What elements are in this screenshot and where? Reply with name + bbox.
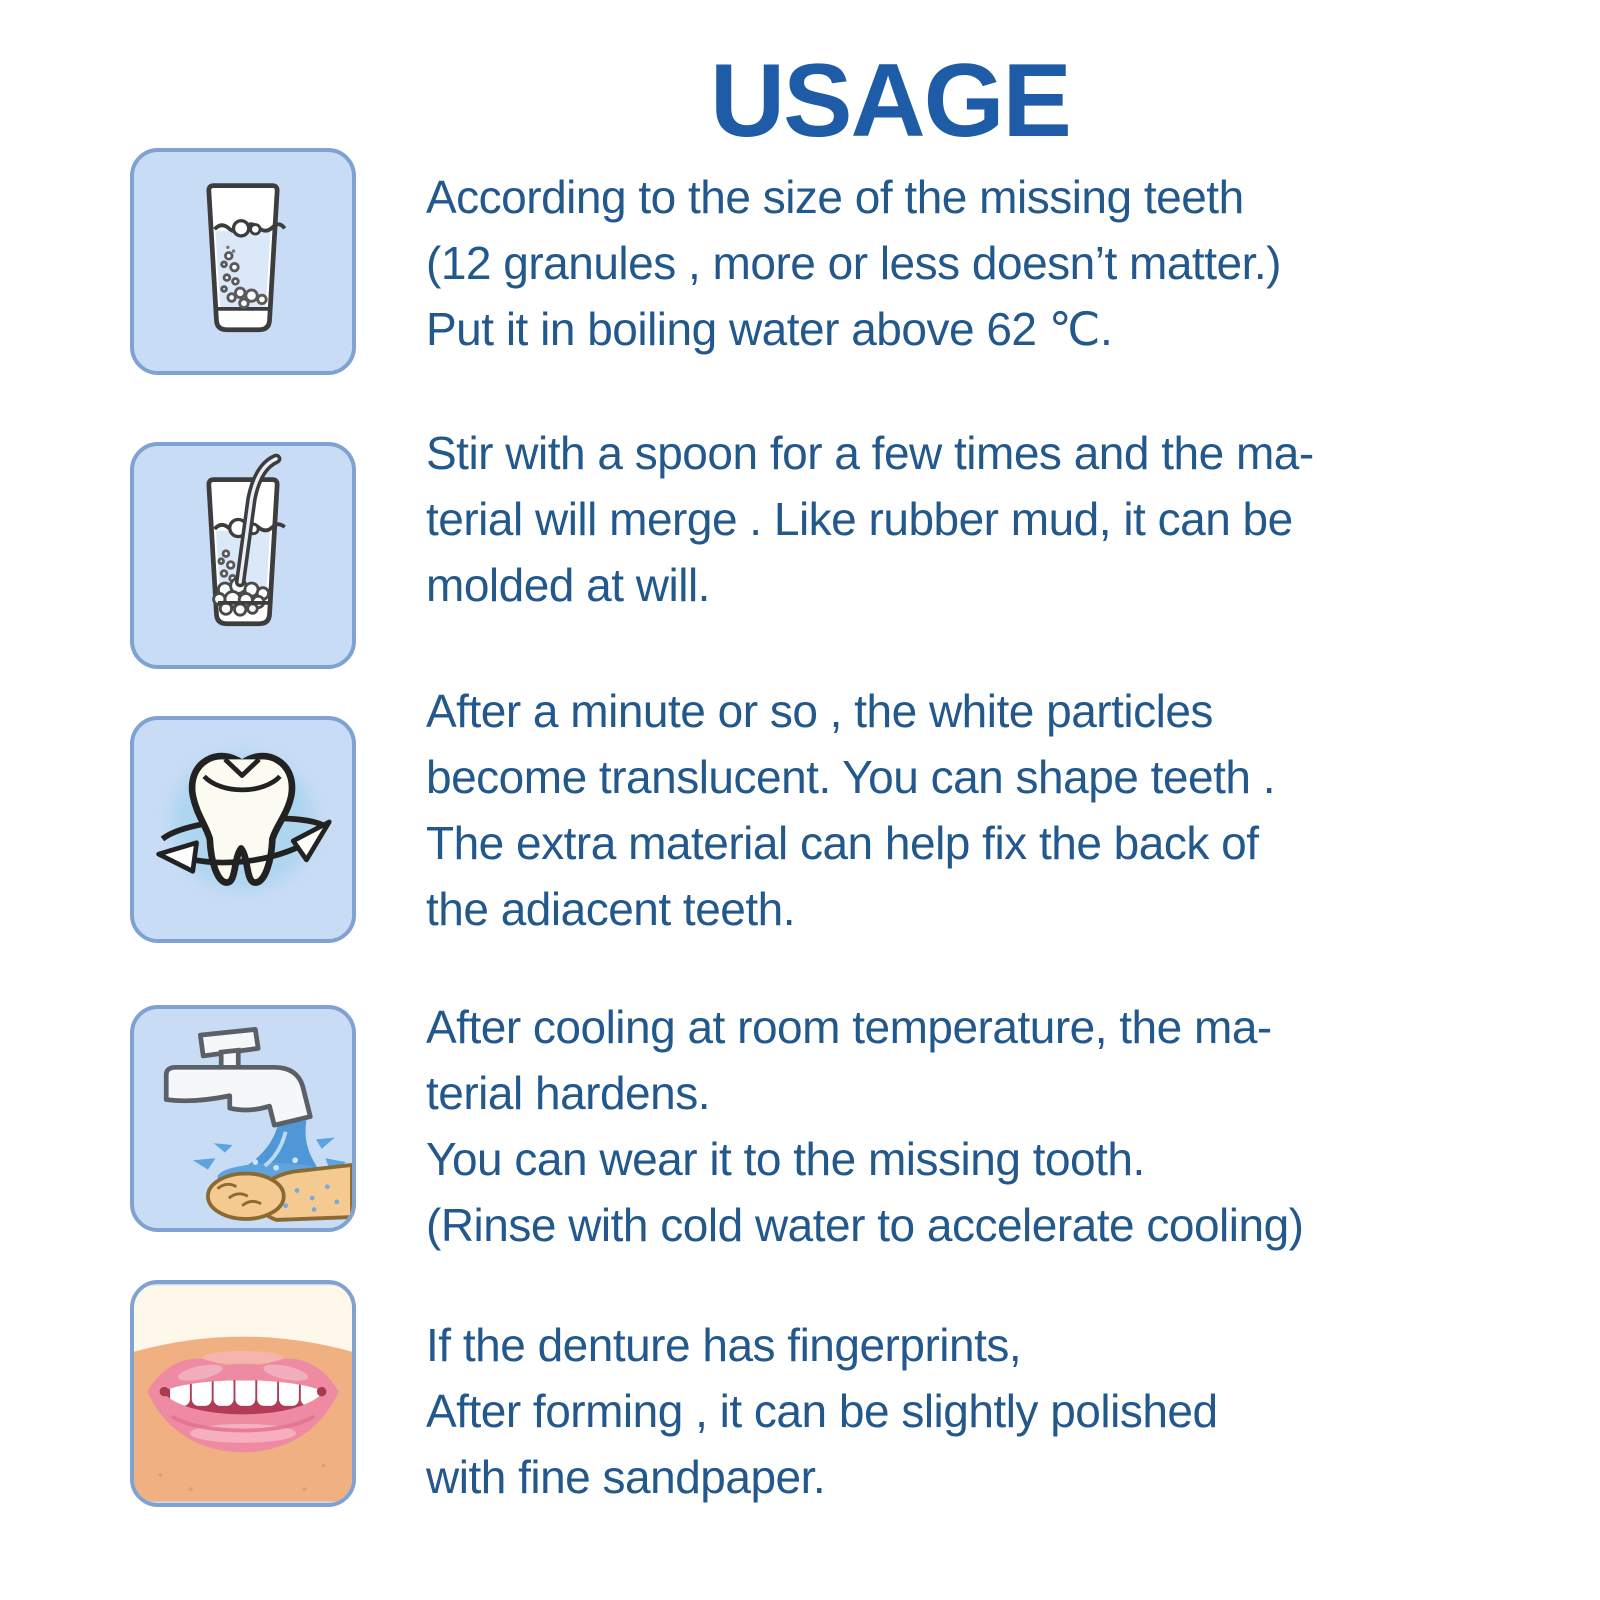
step-2-line-1: Stir with a spoon for a few times and the ma- — [426, 427, 1314, 479]
faucet-rinsing-hands-icon — [130, 1005, 356, 1232]
step-1-line-1: According to the size of the missing teeth — [426, 171, 1244, 223]
step-5-text — [426, 1312, 1218, 1510]
step-3-line-1: After a minute or so , the white particles — [426, 685, 1213, 737]
step-3-line-2: become translucent. You can shape teeth . — [426, 751, 1276, 803]
step-5-line-3: with fine sandpaper. — [426, 1451, 826, 1503]
rotating-tooth-icon — [130, 716, 356, 943]
step-5-line-1: If the denture has fingerprints, — [426, 1319, 1022, 1371]
step-2-line-2: terial will merge . Like rubber mud, it can be — [426, 493, 1293, 545]
page-title: USAGE — [710, 43, 1070, 159]
step-3-line-4: the adiacent teeth. — [426, 883, 796, 935]
step-4-line-4: (Rinse with cold water to accelerate cooling) — [426, 1199, 1304, 1251]
step-1-text — [426, 164, 1281, 362]
step-3-text — [426, 678, 1275, 942]
step-1-line-2: (12 granules , more or less doesn’t matter.) — [426, 237, 1281, 289]
step-1-line-3: Put it in boiling water above 62 ℃. — [426, 303, 1113, 355]
step-3-line-3: The extra material can help fix the back of — [426, 817, 1259, 869]
step-4-line-2: terial hardens. — [426, 1067, 710, 1119]
step-5-line-2: After forming , it can be slightly polished — [426, 1385, 1218, 1437]
step-2-line-3: molded at will. — [426, 559, 710, 611]
glass-of-water-with-granules-icon — [130, 148, 356, 375]
step-4-line-3: You can wear it to the missing tooth. — [426, 1133, 1145, 1185]
step-2-text — [426, 420, 1314, 618]
smiling-mouth-icon — [130, 1280, 356, 1507]
stirring-glass-with-spoon-icon — [130, 442, 356, 669]
step-4-text — [426, 994, 1303, 1258]
step-4-line-1: After cooling at room temperature, the ma- — [426, 1001, 1272, 1053]
